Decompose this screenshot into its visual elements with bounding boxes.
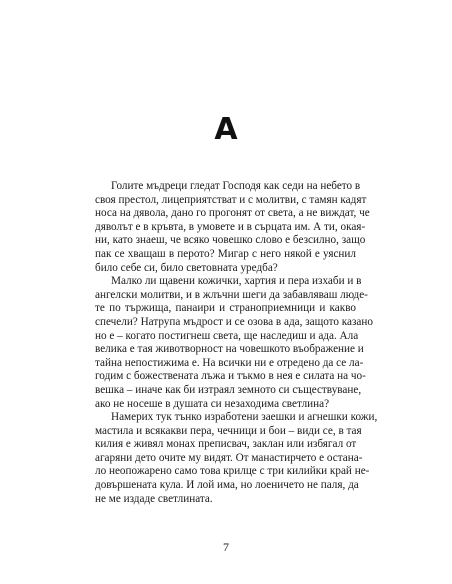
text-line: ни, като знаеш, че всяко човешко слово е безсилно, защо [95,234,366,247]
text-line: спечели? Натрупа мъдрост и се озова в ада, защото казано [95,315,373,328]
text-line: тайна непостижима е. На всички ни е отредено да се ла- [95,356,364,369]
text-line: велика е тая животворност на човешкото въображение и [95,343,364,356]
chapter-heading: А [214,112,238,147]
text-line: довършената кула. И лой има, но лоеничето не паля, да [95,479,359,492]
text-line: дяволът е в кръвта, в умовете и в сърцата им. А ти, окая- [95,220,366,233]
paragraph [95,275,373,411]
text-line: килия е живял монах преписвач, заклан или избягал от [95,438,357,451]
text-line: те по тържища, панаири и страноприемници и какво [95,302,356,315]
text-line: вешка – иначе как би изтраял земното си съществуване, [95,383,362,396]
text-line: ако не носеше в душата си незаходима светлина? [95,397,330,410]
body-text [95,180,378,506]
text-line: пак се хващаш в перото? Мигар с него някой е уяснил [95,247,356,260]
text-line: годим с божествената лъжа и тъкмо в нея е силата на чо- [95,370,366,383]
text-line: агаряни дето очите му видят. От манастирчето е остана- [95,451,363,464]
text-line: Малко ли щавени кожички, хартия и пера изхаби и в [111,275,362,288]
page-number: 7 [223,540,229,554]
paragraph [95,411,378,506]
text-line: мастила и всякакви пера, чечници и бои – види се, в тая [95,424,362,437]
text-line: Намерих тук тънко изработени заешки и агнешки кожи, [111,411,378,424]
text-line: своя престол, лицеприятстват и с молитви, с тамян кадят [95,193,367,206]
text-line: ангелски молитви, и в жлъчни шеги да забавляваш люде- [95,288,368,301]
text-line: Голите мъдреци гледат Господя как седи на небето в [111,180,361,192]
text-line: носа на дявола, дано го прогонят от света, а не виждат, че [95,207,370,220]
text-line: не ме издаде светлината. [95,492,213,505]
text-line: било себе си, било световната уредба? [95,261,278,274]
text-line: но е – когато постигнеш света, ще наследиш и ада. Ала [95,329,359,342]
text-line: ло неопожарено само това крилце с три килийки край не- [95,465,370,478]
paragraph [95,180,370,275]
